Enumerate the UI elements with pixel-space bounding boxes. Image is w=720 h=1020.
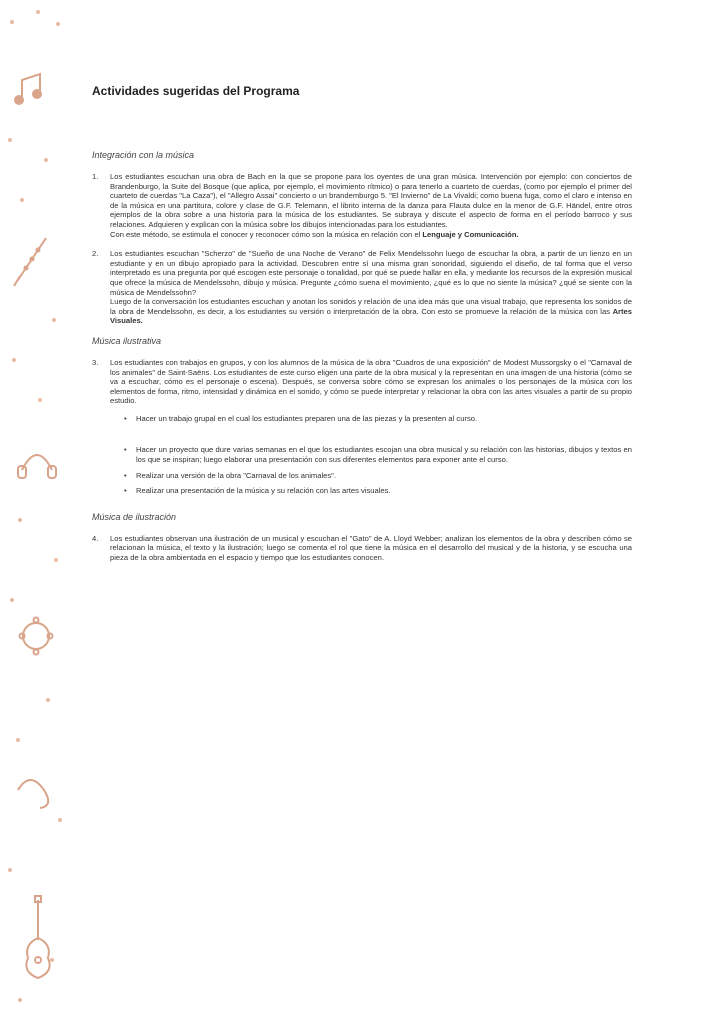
list-item [92, 534, 632, 563]
horn-icon [18, 780, 48, 808]
bullet-item: • Hacer un proyecto que dure varias semanas en el que los estudiantes escojan una obra musical y su relación con las historias, dibujos y textos en los que se inspiran; luego elaborar una presentación con sus diferentes elementos para exponer ante el curso. [124, 445, 632, 465]
section-title: Integración con la música [92, 150, 195, 160]
bullet-text: Hacer un proyecto que dure varias semanas en el que los estudiantes escojan una obra musical y su relación con las historias, dibujos y textos en los que se inspiran; luego elaborar una presentación con sus diferentes elementos para exponer ante el curso. [136, 445, 632, 465]
section-title: Música ilustrativa [92, 335, 162, 346]
section-illustration-music [92, 512, 632, 563]
bullet-item: • Hacer un trabajo grupal en el cual los estudiantes preparen una de las piezas y la presenten al curso. [124, 413, 478, 423]
item-number: 3. [92, 357, 99, 367]
headphones-icon [18, 455, 56, 478]
bullet-text: Hacer un trabajo grupal en el cual los estudiantes preparen una de las piezas y la presenten al curso. [136, 413, 478, 423]
item-number: 4. [92, 533, 99, 543]
section-integration [92, 150, 632, 326]
recorder-flute-icon [14, 238, 46, 286]
guitar-icon [26, 896, 49, 978]
bullet-text: Realizar una presentación de la música y su relación con las artes visuales. [136, 486, 391, 496]
list-item [92, 249, 632, 326]
section-title: Música de ilustración [92, 511, 177, 522]
tambourine-icon [20, 618, 53, 655]
list-item [92, 358, 632, 502]
item-number: 1. [92, 172, 99, 181]
bullet-item: • Realizar una presentación de la música y su relación con las artes visuales. [124, 486, 391, 496]
music-note-icon [15, 74, 41, 104]
item-text: Los estudiantes escuchan "Scherzo" de "Sueño de una Noche de Verano" de Felix Mendelssohn luego de escuchar la obra, a partir de un lienzo en un estudiante y en un dibujo apropiado para la actividad. Descubren entre sí una misma gran sonoridad, siguiendo el diseño, de tal forma que el verso interpretado es una pregunta por qué escogen este personaje o tonalidad, por qué se puede hallar en ella, y mediante los recursos de la expresión musical que ofrece la música de Mendelssohn, dibujo y música. Pregunte ¿cómo suena el movimiento, ¿qué es lo que no siente la música? ¿qué se siente con la música de Mendelssohn? [110, 249, 632, 297]
item-trailing-bold: Lenguaje y Comunicación. [422, 229, 519, 239]
document-page [92, 84, 632, 573]
item-text: Los estudiantes con trabajos en grupos, y con los alumnos de la música de la obra "Cuadros de una exposición" de Modest Mussorgsky o el "Carnaval de los animales" de Saint-Saëns. Los estudiantes de este curso eligen una parte de la obra musical y la representan en una imagen de una historia (cómo se va a escuchar, cómo es el personaje o escena). Después, se conversa sobre cómo se expresan los animales o los personajes de la música con los elementos de forma, ritmo, intensidad y dinámica en el sonido, y cómo se puede interpretar y relacionar la obra con las artes visuales a partir de su propio estudio. [110, 357, 632, 406]
document-title: Actividades sugeridas del Programa [92, 84, 300, 98]
list-item [92, 172, 632, 239]
section-illustrative-music [92, 336, 632, 502]
bullet-text: Realizar una versión de la obra "Carnaval de los animales". [136, 470, 336, 480]
margin-decoration [0, 0, 80, 1020]
item-trailing: Luego de la conversación los estudiantes escuchan y anotan los sonidos y relación de una idea más que una visual trabajo, que representa los sonidos de la obra de Mendelssohn, es decir, a los estudiantes su versión o interpretación de la obra. Con esto se promueve la relación de la música con las [110, 297, 632, 316]
item-text: Los estudiantes observan una ilustración de un musical y escuchan el "Gato" de A. Lloyd Webber; analizan los elementos de la obra y describen cómo se relacionan la música, el texto y la ilustración; luego se comenta el rol que tiene la música en el desarrollo del musical y de la historia, y se escucha una pieza de la obra ambientada en el espacio y tiempo que los estudiantes conocen. [110, 533, 632, 563]
bullet-item: • Realizar una versión de la obra "Carnaval de los animales". [124, 470, 336, 480]
item-number: 2. [92, 249, 99, 259]
bullet-list [124, 414, 632, 496]
item-trailing: Con este método, se estimula el conocer y reconocer cómo son la música en relación con el [110, 229, 423, 239]
item-trailing-bold: Artes Visuales. [110, 306, 632, 326]
item-text: Los estudiantes escuchan una obra de Bach en la que se propone para los oyentes de una gran música. Intervención por ejemplo: con conciertos de Brandenburgo, la Suite del Bosque (que aplica, por ejemplo, el movimiento rítmico) o para tenerlo a cuarteto de cuerdas, (como por ejemplo el primer del cuarteto de cuerdas "La Caza"), el "Allegro Assai" concierto o un brandemburgo 5. "El Invierno" de La Vivaldi; como buena fuga, como el claro e intenso en de la música en una partitura, colore y clase de G.F. Telemann, el librito interna de la danza para Flauta dulce en la menor de G.F. Händel, entre otros ejemplos de la obra sobre a una historia para la música de los estudiantes. Se subraya y discute el aspecto de forma en el período barroco y sus relaciones. Adquieren y explican con la música sobre los dibujos intencionadas para los estudiantes. [110, 172, 632, 229]
